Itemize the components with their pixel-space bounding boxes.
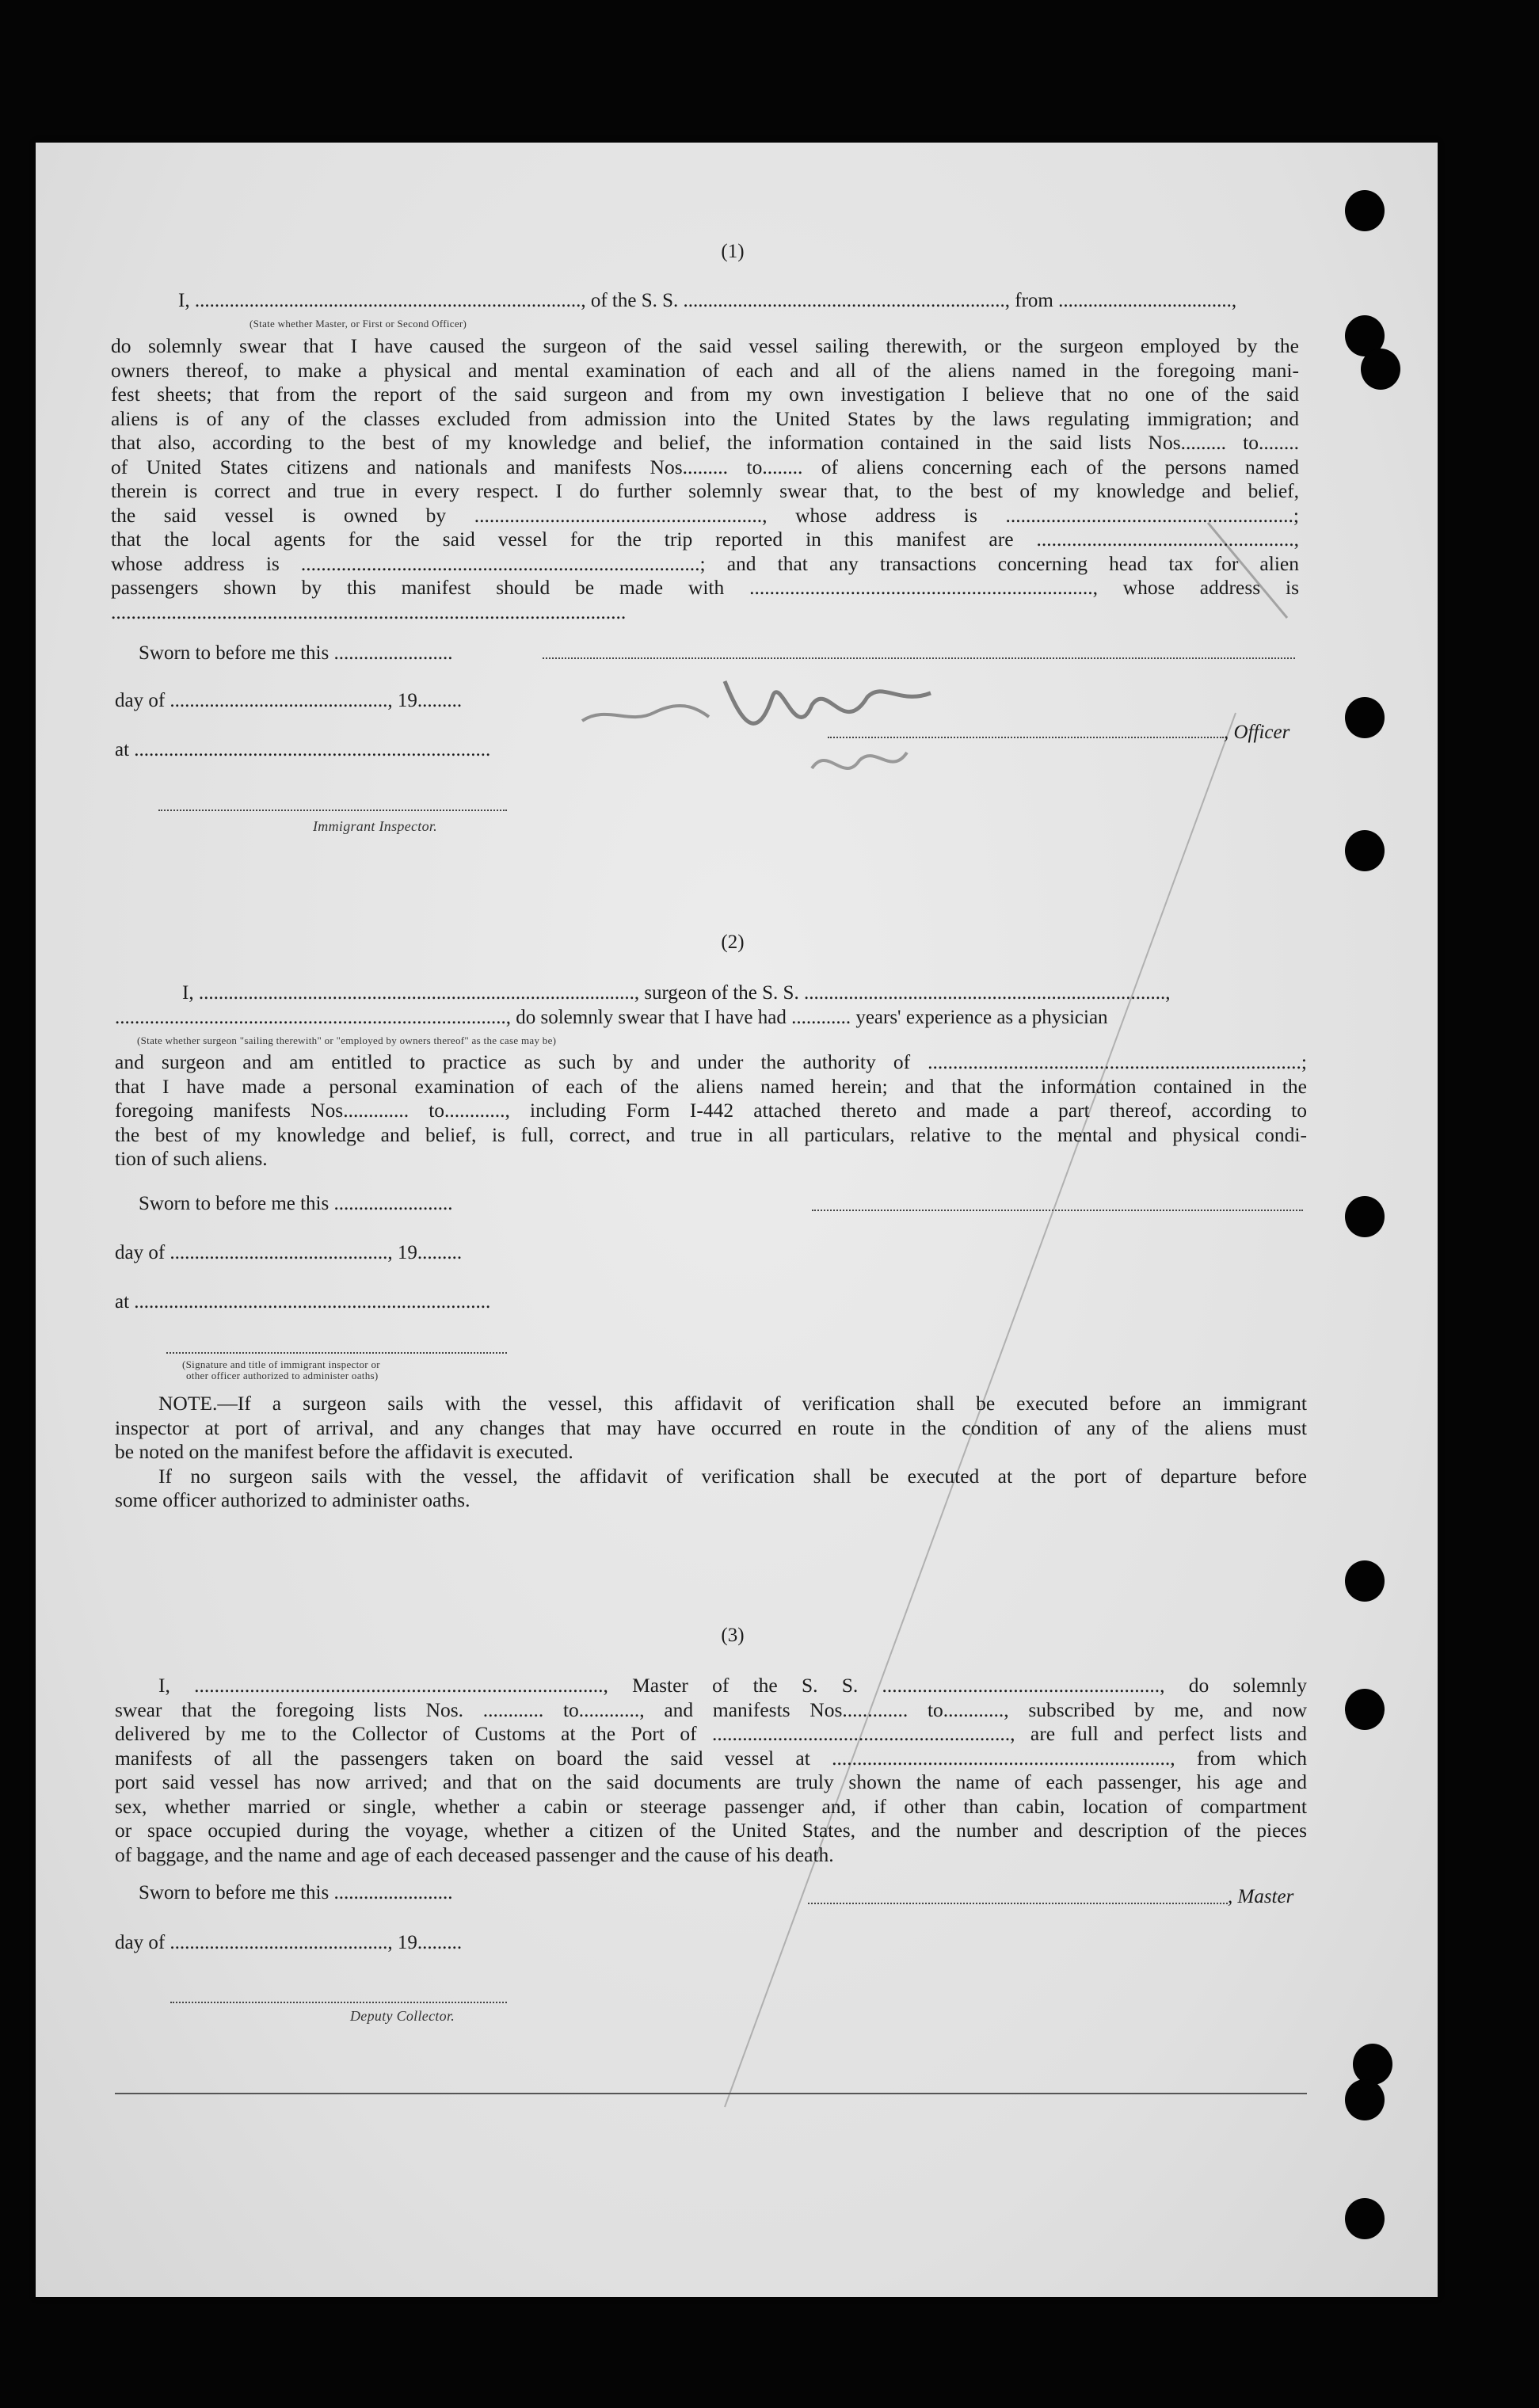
section-3-body-line: port said vessel has now arrived; and that on the said documents are truly shown the name of each passenger, his age and	[115, 1770, 1307, 1793]
section-3-master-signature-line	[808, 1901, 1228, 1904]
section-2-sig-note-2: other officer authorized to administer oaths)	[186, 1370, 379, 1381]
section-1-inspector-line	[158, 808, 507, 811]
section-3-body-line: of baggage, and the name and age of each deceased passenger and the cause of his death.	[115, 1842, 834, 1866]
section-1-at: at ........................................................................	[115, 739, 491, 760]
section-1-inspector-label: Immigrant Inspector.	[313, 818, 437, 834]
punch-hole	[1345, 2079, 1385, 2120]
section-3-collector-label: Deputy Collector.	[350, 2008, 455, 2024]
note-line	[115, 1392, 1307, 1416]
section-2-body-line: tion of such aliens.	[115, 1147, 268, 1170]
note-line: some officer authorized to administer oaths.	[115, 1488, 470, 1511]
section-1-body	[111, 334, 1299, 624]
section-2-line1: I, ........................................................................................, surgeon of the S. S. .........................................................................,	[182, 982, 1171, 1004]
punch-hole	[1345, 1689, 1385, 1730]
section-2-day: day of ............................................, 19.........	[115, 1242, 463, 1263]
section-1-body-line: aliens is of any of the classes excluded from admission into the United States by the laws regulating immigration; and	[111, 406, 1299, 430]
section-3-body	[115, 1674, 1307, 1867]
section-1-body-line: that also, according to the best of my knowledge and belief, the information contained in the said lists Nos......... to........	[111, 431, 1299, 454]
section-3-body-line: or space occupied during the voyage, whether a citizen of the United States, and the number and description of the pieces	[115, 1819, 1307, 1842]
section-1-body-line: fest sheets; that from the report of the said surgeon and from my own investigation I believe that no one of the said	[111, 383, 1299, 406]
form-sheet	[36, 143, 1438, 2297]
section-3-body-line: swear that the foregoing lists Nos. ............ to............, and manifests Nos............. to............, subscribed by me, and now	[115, 1697, 1307, 1721]
section-1-body-line: owners thereof, to make a physical and mental examination of each and all of the aliens named in the foregoing mani-	[111, 358, 1299, 382]
section-1-line1: I, .............................................................................., of the S. S. ................................................................., from ...................................,	[178, 290, 1237, 311]
section-1-body-line: ......................................................................................................	[111, 600, 627, 623]
punch-hole	[1353, 2044, 1392, 2085]
punch-hole	[1345, 1196, 1385, 1237]
section-2-sworn: Sworn to before me this ........................	[139, 1193, 453, 1214]
section-3-day: day of ............................................, 19.........	[115, 1932, 463, 1953]
note-text: If no surgeon sails with the vessel, the affidavit of verification shall be executed at the port of departure before	[158, 1464, 1307, 1488]
section-2-inspector-line	[166, 1351, 507, 1354]
section-1-body-line: whose address is ...............................................................................; and that any transactions concerning head tax for alien	[111, 551, 1299, 575]
section-3-body-line	[115, 1674, 1307, 1698]
punch-hole	[1345, 2198, 1385, 2239]
section-1-number: (1)	[721, 241, 745, 262]
section-2-at: at ........................................................................	[115, 1291, 491, 1313]
section-2-body-line: the best of my knowledge and belief, is full, correct, and true in all particulars, relative to the mental and physical condi-	[115, 1122, 1307, 1146]
section-1-body-line: of United States citizens and nationals and manifests Nos......... to........ of aliens concerning each of the persons named	[111, 455, 1299, 478]
section-1-body-line: the said vessel is owned by ........................................................., whose address is .........................................................;	[111, 503, 1299, 527]
punch-hole	[1361, 349, 1400, 390]
section-1-body-line: that the local agents for the said vessel for the trip reported in this manifest are ...................................................,	[111, 528, 1299, 551]
section-3-body-text: I, ................................................................................., Master of the S. S. ......................................................., do solemnly	[158, 1674, 1307, 1697]
section-1-day: day of ............................................, 19.........	[115, 690, 463, 711]
section-1-body-line: do solemnly swear that I have caused the surgeon of the said vessel sailing therewith, or the surgeon employed by the	[111, 334, 1299, 357]
punch-hole	[1345, 697, 1385, 738]
section-1-officer-label: , Officer	[1224, 722, 1290, 743]
section-3-master-label: , Master	[1228, 1886, 1294, 1907]
note-text: NOTE.—If a surgeon sails with the vessel, this affidavit of verification shall be executed before an immigrant	[158, 1392, 1307, 1415]
section-2-surgeon-signature-line	[812, 1208, 1303, 1211]
punch-hole	[1345, 190, 1385, 231]
section-3-body-line: manifests of all the passengers taken on board the said vessel at ..................................................................., from which	[115, 1746, 1307, 1770]
section-1-body-line: therein is correct and true in every respect. I do further solemnly swear that, to the best of my knowledge and belief,	[111, 479, 1299, 502]
section-2-sig-note-1: (Signature and title of immigrant inspector or	[182, 1358, 380, 1370]
section-2-body	[115, 1050, 1307, 1172]
section-3-number: (3)	[721, 1625, 745, 1646]
section-2-line2-note: (State whether surgeon "sailing therewith" or "employed by owners thereof" as the case may be)	[137, 1034, 557, 1046]
section-3-body-line: delivered by me to the Collector of Customs at the Port of ..........................................................., are full and perfect lists and	[115, 1722, 1307, 1745]
section-2-body-line: that I have made a personal examination of each of the aliens named herein; and that the information contained in the	[115, 1074, 1307, 1098]
section-1-body-line: passengers shown by this manifest should be made with ...................................................................., whose address is	[111, 576, 1299, 599]
section-2-body-line: and surgeon and am entitled to practice as such by and under the authority of ..........................................................................;	[115, 1050, 1307, 1073]
section-2-line2: ..............................................................................., do solemnly swear that I have had ............ years' experience as a physician	[115, 1007, 1108, 1028]
section-3-body-line: sex, whether married or single, whether a cabin or steerage passenger and, if other than cabin, location of compartment	[115, 1794, 1307, 1818]
note-line: be noted on the manifest before the affidavit is executed.	[115, 1440, 573, 1463]
punch-hole	[1345, 830, 1385, 871]
note-line	[115, 1465, 1307, 1489]
section-1-sworn: Sworn to before me this ........................	[139, 642, 453, 664]
note-line: inspector at port of arrival, and any changes that may have occurred en route in the condition of any of the aliens must	[115, 1415, 1307, 1439]
section-2-note	[115, 1392, 1307, 1513]
section-2-body-line: foregoing manifests Nos............. to............, including Form I-442 attached thereto and made a part thereof, according to	[115, 1099, 1307, 1122]
section-3-collector-line	[170, 2000, 507, 2003]
handwritten-signature	[558, 650, 970, 808]
section-2-number: (2)	[721, 932, 745, 953]
section-1-title-note: (State whether Master, or First or Second Officer)	[250, 318, 467, 330]
bottom-rule	[115, 2093, 1307, 2094]
section-3-sworn: Sworn to before me this ........................	[139, 1882, 453, 1903]
punch-hole	[1345, 1560, 1385, 1602]
